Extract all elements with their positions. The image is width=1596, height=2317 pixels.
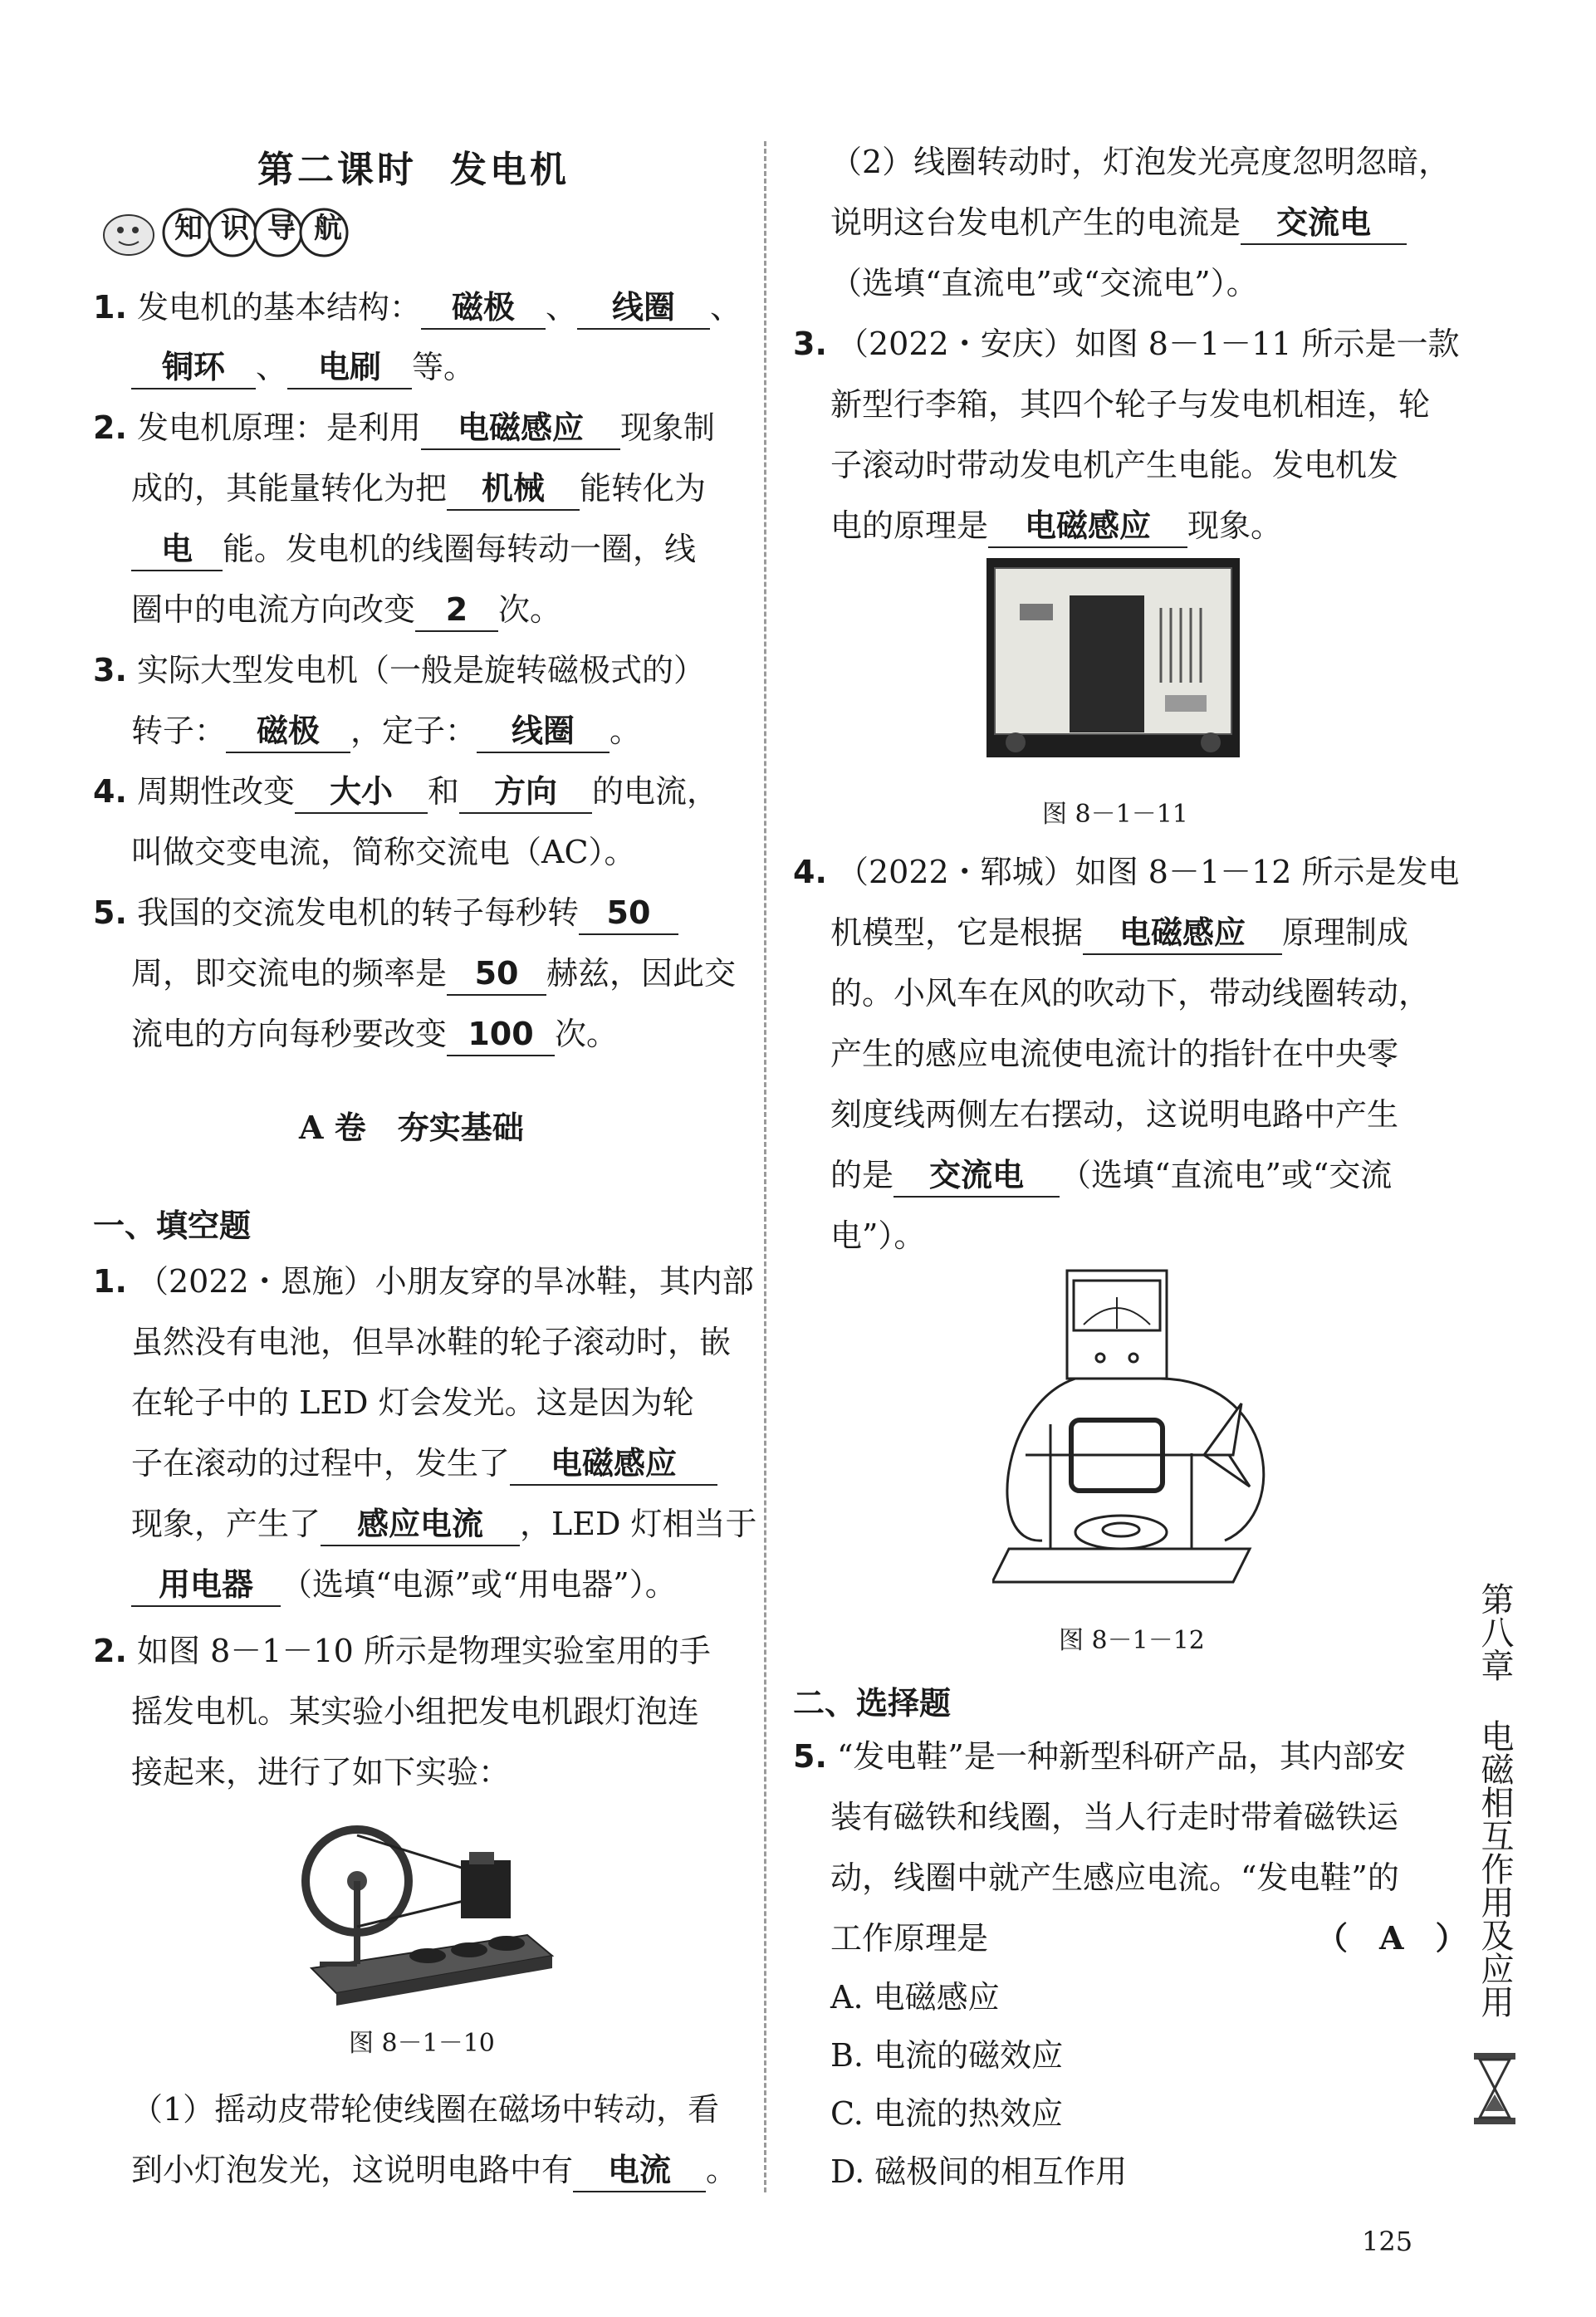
section-a-heading: A 卷 夯实基础 bbox=[299, 1109, 524, 1146]
question-1: 1. （2022・恩施）小朋友穿的旱冰鞋，其内部 bbox=[93, 1263, 754, 1300]
answer-blank: 电磁感应 bbox=[988, 505, 1187, 548]
knowledge-item-2: 2. 发电机原理：是利用 电磁感应 现象制 bbox=[93, 403, 715, 453]
option-c: C. 电流的热效应 bbox=[830, 2095, 1063, 2132]
answer-blank: 电磁感应 bbox=[1083, 912, 1282, 955]
answer-blank: 50 bbox=[579, 892, 678, 935]
knowledge-item-4: 4. 周期性改变 大小 和 方向 的电流， bbox=[93, 767, 718, 816]
answer-blank: 铜环 bbox=[131, 346, 256, 389]
answer-blank: 磁极 bbox=[421, 287, 546, 330]
banner-text: 知识导航 bbox=[174, 212, 360, 245]
option-a: A. 电磁感应 bbox=[830, 1979, 1000, 2016]
answer-blank: 2 bbox=[415, 589, 498, 632]
knowledge-item-3: 3. 实际大型发电机（一般是旋转磁极式的） bbox=[93, 652, 705, 688]
answer-blank: 100 bbox=[447, 1013, 555, 1056]
answer-blank: 电刷 bbox=[287, 346, 412, 389]
chapter-name: 电磁相互作用及应用 bbox=[1476, 1719, 1514, 2018]
knowledge-item-1-cont: 铜环 、 电刷 等。 bbox=[131, 342, 475, 392]
chapter-side-label bbox=[1470, 1578, 1520, 2035]
answer-blank: 线圈 bbox=[477, 710, 610, 753]
suitcase-generator-figure bbox=[986, 558, 1240, 757]
page-number: 125 bbox=[1362, 2226, 1413, 2257]
choice-heading: 二、选择题 bbox=[793, 1685, 952, 1722]
knowledge-item-5: 5. 我国的交流发电机的转子每秒转 50 bbox=[93, 888, 678, 938]
answer-blank: 50 bbox=[447, 953, 546, 996]
figure-caption-8-1-11: 图 8－1－11 bbox=[1042, 800, 1188, 829]
option-d: D. 磁极间的相互作用 bbox=[830, 2153, 1128, 2190]
answer-blank: 交流电 bbox=[1241, 202, 1407, 245]
question-5: 5. “发电鞋”是一种新型科研产品，其内部安 bbox=[793, 1738, 1406, 1775]
knowledge-item-1: 1. 发电机的基本结构： 磁极 、 线圈 、 bbox=[93, 282, 742, 332]
question-3: 3. （2022・安庆）如图 8－1－11 所示是一款 bbox=[793, 326, 1460, 362]
question-4: 4. （2022・郓城）如图 8－1－12 所示是发电 bbox=[793, 854, 1460, 890]
answer-blank: 电流 bbox=[573, 2149, 706, 2192]
answer-choice: （ A ） bbox=[1316, 1919, 1467, 1957]
answer-blank: 感应电流 bbox=[321, 1503, 520, 1546]
workbook-page: 第二课时 发电机 知识导航 1. 发电机的基本结构： 磁极 、 线圈 、 铜环 、 电刷 等。 2. 发电机原理：是利用 电磁感应 现象制 成的，其能量转化为把 机械 能转化为 电 能。发电机的线圈每转动一圈，线 圈中的电流方向改变 2 次。 3. 实际大型发电机（一般是旋转磁极式的） 转子： 磁极 ，定子： 线圈 。 4. 周期性改变 大小 和 方向 的电流， 叫做交变电流，简称交流电（AC）。 5. 我国的交流发电机的转子每秒转 50 周，即交流电的频率是 50 赫兹，因此交 流电的方向每秒要改变 100 次。 A 卷 夯实基础 一、填空题 1. （2022・恩施）小朋友穿的旱冰鞋，其内部 虽然没有电池，但旱冰鞋的轮子滚动时，嵌 在轮子中的 LED 灯会发光。这是因为轮 子在滚动的过程中，发生了 电磁感应 现象，产生了 感应电流 ，LED 灯相当于 用电器 （选填“电源”或“用电器”）。 2. 如图 8－1－10 所示是物理实验室用的手 摇发电机。某实验小组把发电机跟灯泡连 接起来，进行了如下实验： 图 8－1－10 （1）摇动皮带轮使线圈在磁场中转动，看 到小灯泡发光，这说明电路中有 电流 。 （2）线圈转动时，灯泡发光亮度忽明忽暗， 说明这台发电机产生的电流是 交流电 （选填“直流电”或“交流电”）。 3. （2022・安庆）如图 8－1－11 所示是一款 新型行李箱，其四个轮子与发电机相连，轮 子滚动时带动发电机产生电能。发电机发 电的原理是 电磁感应 现象。 图 8－1－11 4. （2022・郓城）如图 8－1－12 所示是发电 机模型，它是根据 电磁感应 原理制成 的。小风车在风的吹动下，带动线圈转动， 产生的感应电流使电流计的指针在中央零 刻度线两侧左右摆动，这说明电路中产生 的是 交流电 （选填“直流电”或“交流 电”）。 图 8－1－12 二、选择题 5. “发电鞋”是一种新型科研产品，其内部安 装有磁铁和线圈，当人行走时带着磁铁运 动，线圈中就产生感应电流。“发电鞋”的 工作原理是 （ A ） A. 电磁感应 B. 电流的磁效应 C. 电流的热效应 D. 磁极间的相互作用 第八章 电磁相互作用及应用 125 bbox=[0, 0, 1596, 2317]
answer-blank: 电磁感应 bbox=[510, 1443, 717, 1486]
answer-blank: 交流电 bbox=[893, 1154, 1060, 1198]
generator-model-figure bbox=[992, 1262, 1275, 1594]
answer-blank: 机械 bbox=[447, 468, 580, 511]
question-2: 2. 如图 8－1－10 所示是物理实验室用的手 bbox=[93, 1633, 711, 1669]
figure-caption-8-1-10: 图 8－1－10 bbox=[349, 2029, 495, 2058]
hand-crank-generator-figure bbox=[295, 1810, 561, 2006]
column-divider bbox=[764, 141, 766, 2192]
figure-caption-8-1-12: 图 8－1－12 bbox=[1059, 1626, 1205, 1655]
answer-blank: 磁极 bbox=[226, 710, 350, 753]
chapter-number: 第八章 bbox=[1476, 1582, 1514, 1682]
answer-blank: 线圈 bbox=[577, 287, 710, 330]
hourglass-icon bbox=[1470, 2051, 1520, 2126]
answer-blank: 电 bbox=[131, 528, 223, 571]
answer-blank: 大小 bbox=[295, 771, 428, 814]
answer-blank: 用电器 bbox=[131, 1564, 281, 1607]
answer-blank: 方向 bbox=[459, 771, 592, 814]
fill-blank-heading: 一、填空题 bbox=[93, 1207, 252, 1244]
page-title: 第二课时 发电机 bbox=[257, 149, 570, 191]
option-b: B. 电流的磁效应 bbox=[830, 2037, 1064, 2074]
answer-blank: 电磁感应 bbox=[421, 407, 620, 450]
